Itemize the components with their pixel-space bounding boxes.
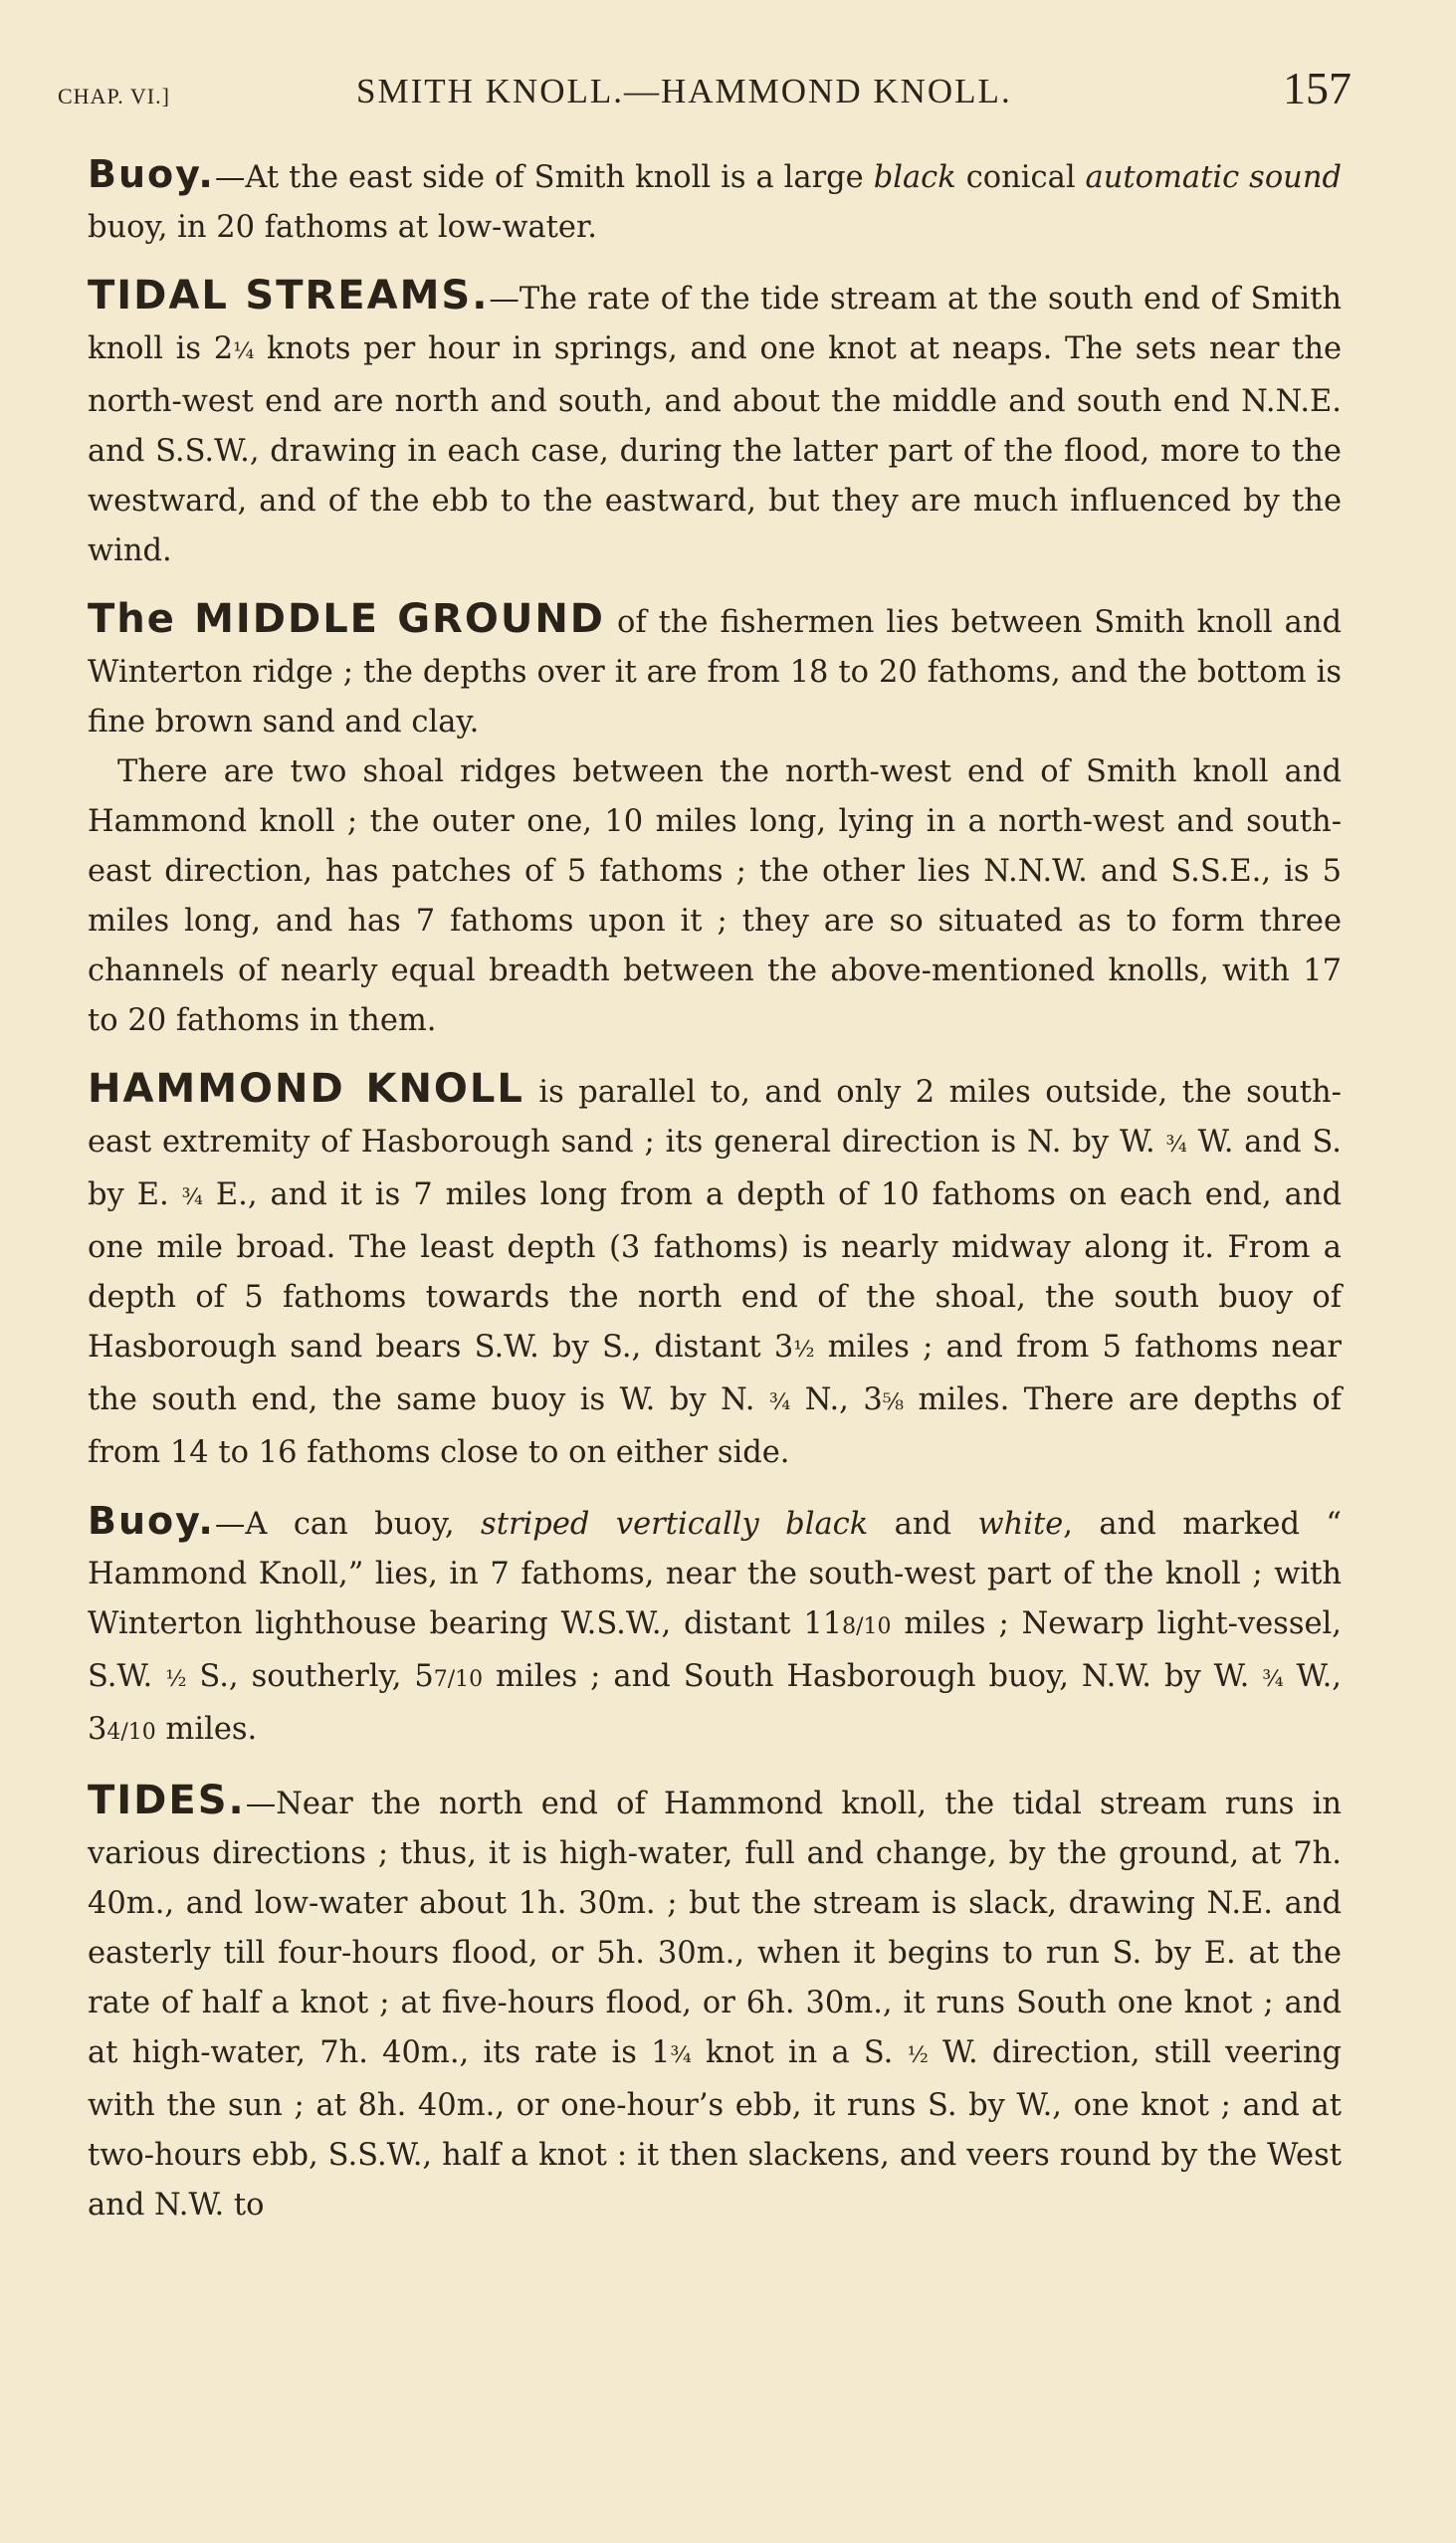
fraction: ⅝: [882, 1390, 905, 1415]
section-tidal-streams: [88, 271, 1342, 576]
text-run: buoy, in 20 fathoms at low-water.: [88, 210, 597, 245]
running-head: [58, 62, 1352, 121]
text-run: W., 3: [88, 1659, 1342, 1747]
text-run: miles ; Newarp light-vessel, S.W.: [88, 1606, 1342, 1694]
section-hammond-knoll-buoy: [88, 1496, 1342, 1758]
fraction: ¼: [233, 339, 255, 364]
text-run: N., 3: [790, 1382, 883, 1417]
section-hammond-knoll: [88, 1064, 1342, 1478]
section-heading: TIDAL STREAMS.: [88, 273, 490, 318]
text-run: miles. There are depths of from 14 to 16 fathoms close to on either side.: [88, 1382, 1343, 1470]
fraction: ¾: [181, 1185, 203, 1210]
section-heading: HAMMOND KNOLL: [88, 1066, 524, 1112]
section-middle-ground: [88, 594, 1342, 747]
text-run: —At the east side of Smith knoll is a large: [214, 160, 874, 195]
text-run: S., southerly, 5: [186, 1659, 434, 1694]
fraction: ½: [793, 1338, 815, 1363]
fraction: 8/10: [842, 1614, 892, 1639]
text-run: white: [977, 1507, 1064, 1542]
text-run: of the fishermen lies between Smith knoll and Winterton ridge ; the depths over it are from 18 to 20 fathoms, and the bottom is fine brown sand and clay.: [88, 605, 1342, 740]
section-heading: Buoy.: [88, 152, 215, 196]
text-run: W. and S. by E.: [88, 1125, 1342, 1212]
section-middle-ground-continued: There are two shoal ridges between the north-west end of Smith knoll and Hammond knoll ; the outer one, 10 miles long, lying in a north-west and south-east direction, has patches of 5 fathoms ; the other lies N.N.W. and S.S.E., is 5 miles long, and has 7 fathoms upon it ; they are so situated as to form three channels of nearly equal breadth between the above-mentioned knolls, with 17 to 20 fathoms in them.: [88, 754, 1342, 1038]
text-run: knots per hour in springs, and one knot at neaps. The sets near the north-west end are north and south, and about the middle and south end N.N.E. and S.S.W., drawing in each case, during the latter part of the flood, more to the westward, and of the ebb to the eastward, but they are much influenced by the wind.: [88, 331, 1343, 568]
text-run: , and marked “ Hammond Knoll,” lies, in 7 fathoms, near the south-west part of the knoll ; with Winterton lighthouse bearing W.S.W., distant 11: [88, 1507, 1343, 1641]
fraction: 4/10: [106, 1720, 156, 1745]
text-run: —A can buoy,: [214, 1507, 482, 1542]
section-heading: Buoy.: [88, 1499, 215, 1543]
text-run: and: [868, 1507, 978, 1542]
text-run: miles.: [155, 1712, 258, 1747]
section-heading: TIDES.: [88, 1778, 246, 1823]
text-run: striped vertically black: [481, 1507, 869, 1542]
body-text: [88, 149, 1342, 2230]
text-run: —The rate of the tide stream at the south end of Smith knoll is 2: [88, 282, 1342, 366]
fraction: ¾: [1262, 1667, 1284, 1692]
text-run: knot in a S.: [691, 2035, 908, 2070]
fraction: 7/10: [433, 1667, 484, 1692]
text-run: miles ; and South Hasborough buoy, N.W. by W.: [483, 1659, 1263, 1694]
page-number: 157: [1283, 63, 1352, 113]
text-run: conical: [955, 160, 1086, 195]
fraction: ½: [907, 2043, 929, 2068]
fraction: ¾: [1165, 1133, 1187, 1158]
fraction: ½: [165, 1667, 187, 1692]
section-smith-knoll-buoy: [88, 149, 1342, 253]
chapter-label: CHAP. VI.]: [58, 84, 170, 108]
text-run: automatic sound: [1085, 160, 1342, 195]
section-heading: The MIDDLE GROUND: [88, 596, 606, 642]
text-run: black: [873, 160, 956, 195]
text-run: miles ; and from 5 fathoms near the south end, the same buoy is W. by N.: [88, 1330, 1343, 1417]
text-run: W. direction, still veering with the sun ; at 8h. 40m., or one-hour’s ebb, it runs S. by W., one knot ; and at two-hours ebb, S.S.W., half a knot : it then slackens, and veers round by the West and N.W. to: [88, 2035, 1342, 2223]
fraction: ¾: [768, 1390, 791, 1415]
text-run: E., and it is 7 miles long from a depth of 10 fathoms on each end, and one mile broad. The least depth (3 fathoms) is nearly midway along it. From a depth of 5 fathoms towards the north end of the shoal, the south buoy of Hasborough sand bears S.W. by S., distant 3: [88, 1177, 1342, 1365]
section-tides: [88, 1776, 1342, 2230]
text-run: is parallel to, and only 2 miles outside, the south-east extremity of Hasborough sand ; its general direction is N. by W.: [88, 1075, 1342, 1160]
page-title: SMITH KNOLL.—HAMMOND KNOLL.: [356, 72, 1012, 110]
fraction: ¾: [670, 2043, 692, 2068]
text-run: —Near the north end of Hammond knoll, the tidal stream runs in various directions ; thus, it is high-water, full and change, by the ground, at 7h. 40m., and low-water about 1h. 30m. ; but the stream is slack, drawing N.E. and easterly till four-hours flood, or 5h. 30m., when it begins to run S. by E. at the rate of half a knot ; at five-hours flood, or 6h. 30m., it runs South one knot ; and at high-water, 7h. 40m., its rate is 1: [88, 1787, 1342, 2070]
